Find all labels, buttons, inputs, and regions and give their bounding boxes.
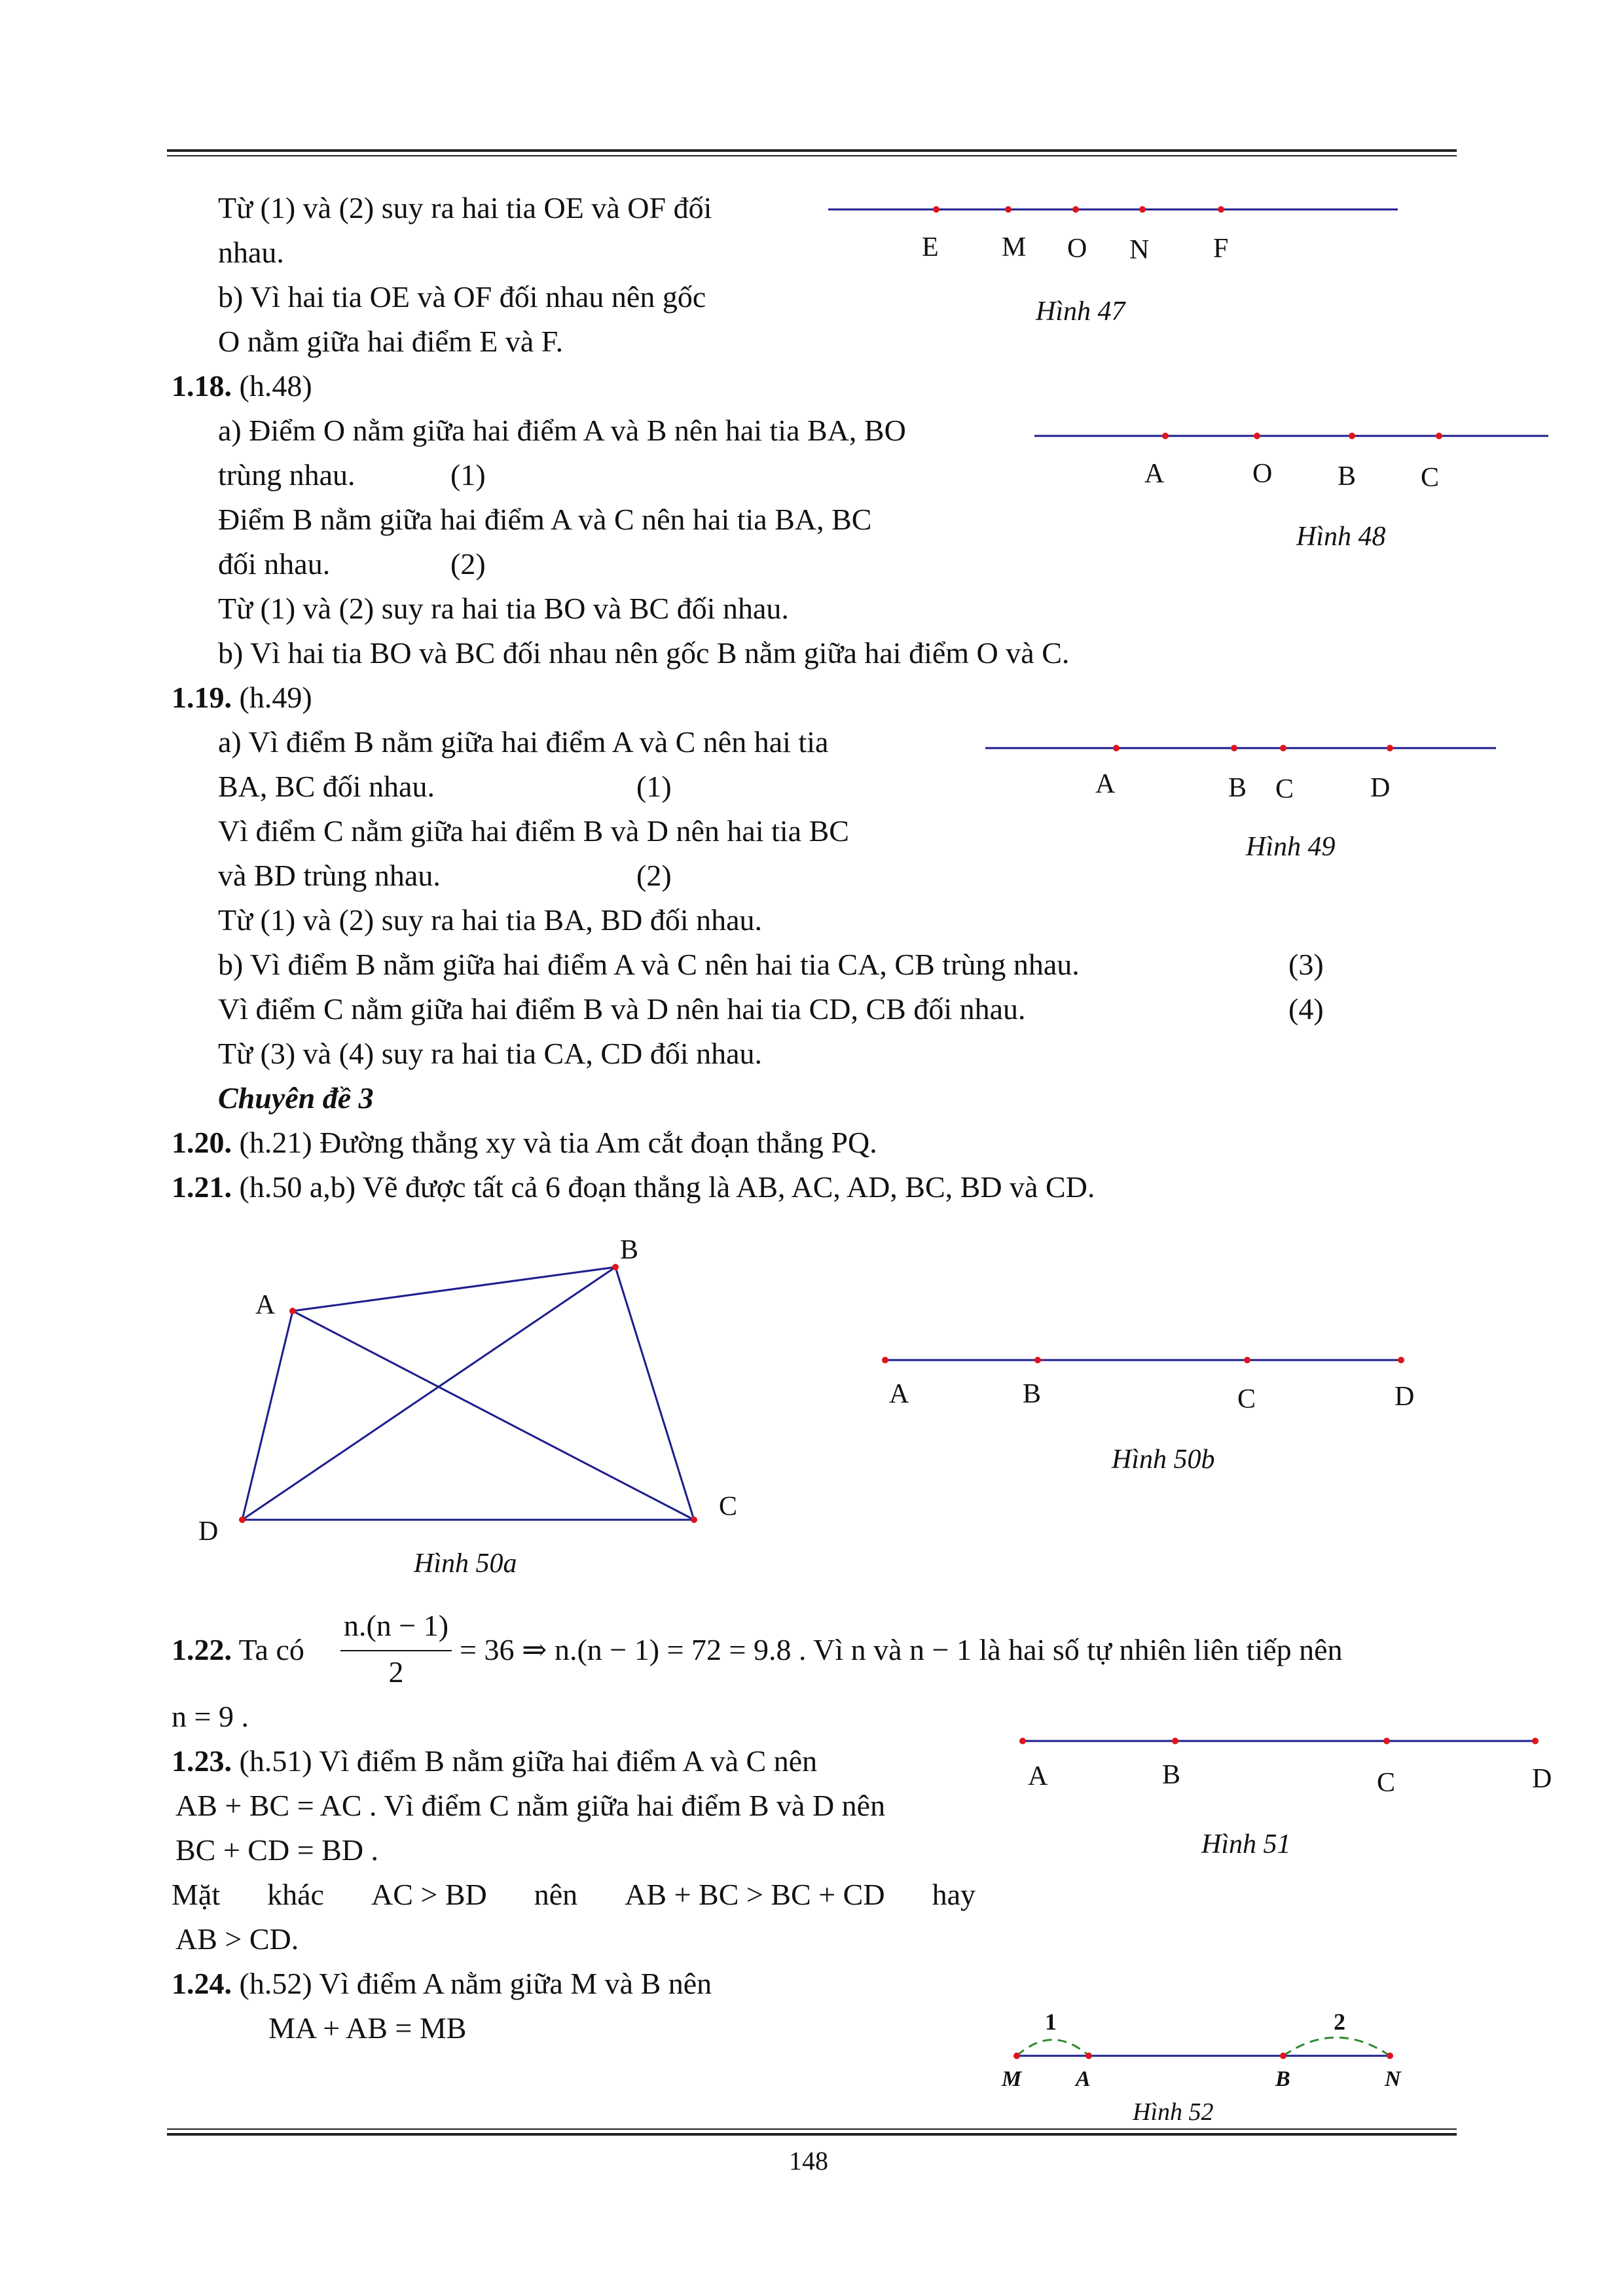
fig48-label-o: O <box>1252 459 1273 489</box>
text-line: Từ (1) và (2) suy ra hai tia BO và BC đối nhau. <box>218 592 789 625</box>
fig51-label-a: A <box>1028 1761 1048 1791</box>
exercise-1-22-equation: = 36 ⇒ n.(n − 1) = 72 = 9.8 . Vì n và n − 1 là hai số tự nhiên liên tiếp nên <box>460 1633 1343 1666</box>
fig50a-label-a: A <box>255 1290 276 1320</box>
word: AC > BD <box>371 1878 487 1911</box>
equation-marker: (3) <box>1288 948 1324 981</box>
exercise-text: (h.21) Đường thẳng xy và tia Am cắt đoạn thẳng PQ. <box>232 1126 877 1159</box>
fig51-label-b: B <box>1162 1760 1181 1790</box>
fig50b-caption: Hình 50b <box>1112 1444 1215 1475</box>
fig50a-label-d: D <box>198 1516 219 1547</box>
exercise-number: 1.21. <box>172 1170 232 1204</box>
fig52-arc-2 <box>1283 2037 1390 2056</box>
text-line: BC + CD = BD . <box>175 1833 379 1867</box>
fig47-caption: Hình 47 <box>1036 296 1125 327</box>
fig49-label-c: C <box>1275 774 1294 804</box>
fig50a-label-b: B <box>620 1235 639 1265</box>
section-heading: Chuyên đề 3 <box>218 1081 374 1115</box>
equation-marker: (2) <box>636 859 672 892</box>
text-line: b) Vì hai tia BO và BC đối nhau nên gốc B nằm giữa hai điểm O và C. <box>218 636 1070 670</box>
text-line: trùng nhau. <box>218 458 356 492</box>
fig48-caption: Hình 48 <box>1296 522 1386 552</box>
text-line: Vì điểm C nằm giữa hai điểm B và D nên hai tia BC <box>218 814 849 848</box>
text-line: và BD trùng nhau. <box>218 859 441 892</box>
fig50b-label-b: B <box>1023 1379 1042 1409</box>
fig51-caption: Hình 51 <box>1201 1829 1291 1859</box>
fig52-arc-label-2: 2 <box>1334 2009 1345 2035</box>
text-line: Từ (3) và (4) suy ra hai tia CA, CD đối nhau. <box>218 1037 763 1070</box>
text-line: BA, BC đối nhau. <box>218 770 435 803</box>
exercise-text: (h.52) Vì điểm A nằm giữa M và B nên <box>232 1967 712 2000</box>
fig50b-label-a: A <box>889 1379 909 1409</box>
fig48-label-a: A <box>1144 459 1165 489</box>
fig49-label-b: B <box>1228 773 1247 803</box>
fig52-arc-label-1: 1 <box>1045 2009 1057 2035</box>
page-number: 148 <box>789 2146 828 2176</box>
text-line: a) Điểm O nằm giữa hai điểm A và B nên hai tia BA, BO <box>218 414 906 447</box>
fig50a-label-c: C <box>719 1492 738 1522</box>
text-line: a) Vì điểm B nằm giữa hai điểm A và C nên hai tia <box>218 725 829 759</box>
word: Mặt <box>172 1878 221 1911</box>
fig52-label-b: B <box>1275 2067 1290 2091</box>
fig52-arc-1 <box>1017 2040 1089 2056</box>
fig51-label-c: C <box>1377 1768 1396 1798</box>
fig49-caption: Hình 49 <box>1246 832 1336 862</box>
word: nên <box>534 1878 578 1911</box>
exercise-number: 1.22. <box>172 1633 232 1666</box>
text-line: b) Vì điểm B nằm giữa hai điểm A và C nên hai tia CA, CB trùng nhau. <box>218 948 1080 981</box>
fig52-point-n <box>1387 2053 1393 2059</box>
exercise-text: Ta có <box>232 1633 304 1666</box>
fig52-point-b <box>1280 2053 1286 2059</box>
text-line: Vì điểm C nằm giữa hai điểm B và D nên hai tia CD, CB đối nhau. <box>218 992 1026 1026</box>
fig52-label-n: N <box>1385 2067 1401 2091</box>
equation-marker: (2) <box>450 547 486 581</box>
text-line: n = 9 . <box>172 1700 249 1733</box>
fig51-label-d: D <box>1532 1764 1552 1794</box>
text-line: O nằm giữa hai điểm E và F. <box>218 325 564 358</box>
fig49-label-a: A <box>1095 769 1116 799</box>
exercise-number: 1.18. <box>172 369 232 403</box>
fig48-label-c: C <box>1421 463 1440 493</box>
fraction-numerator: n.(n − 1) <box>343 1609 449 1642</box>
fig49-label-d: D <box>1370 773 1391 803</box>
text-line: nhau. <box>218 236 284 269</box>
fig50a-caption: Hình 50a <box>414 1549 517 1579</box>
text-line: Điểm B nằm giữa hai điểm A và C nên hai tia BA, BC <box>218 503 872 536</box>
fig52-point-a <box>1085 2053 1092 2059</box>
fig50b-label-c: C <box>1237 1384 1256 1414</box>
exercise-ref: (h.49) <box>232 681 312 714</box>
equation-marker: (4) <box>1288 992 1324 1026</box>
fig50b-label-d: D <box>1395 1382 1415 1412</box>
fig47-label-n: N <box>1129 235 1150 265</box>
fig52-caption: Hình 52 <box>1133 2098 1214 2126</box>
exercise-number: 1.20. <box>172 1126 232 1159</box>
exercise-number: 1.19. <box>172 681 232 714</box>
fig47-label-f: F <box>1213 234 1229 264</box>
equation-line: MA + AB = MB <box>268 2011 467 2045</box>
word: AB + BC > BC + CD <box>625 1878 885 1911</box>
exercise-ref: (h.48) <box>232 369 312 403</box>
fig47-label-o: O <box>1067 234 1087 264</box>
fig47-label-m: M <box>1002 232 1027 262</box>
text-line: Từ (1) và (2) suy ra hai tia BA, BD đối nhau. <box>218 903 763 937</box>
fig52-label-a: A <box>1076 2067 1091 2091</box>
exercise-text: (h.50 a,b) Vẽ được tất cả 6 đoạn thẳng là AB, AC, AD, BC, BD và CD. <box>232 1170 1095 1204</box>
text-line: b) Vì hai tia OE và OF đối nhau nên gốc <box>218 280 706 314</box>
fraction-denominator: 2 <box>388 1655 404 1689</box>
exercise-text: (h.51) Vì điểm B nằm giữa hai điểm A và C nên <box>232 1744 818 1778</box>
exercise-number: 1.23. <box>172 1744 232 1778</box>
text-line: Từ (1) và (2) suy ra hai tia OE và OF đối <box>218 191 712 224</box>
word: hay <box>932 1878 976 1911</box>
text-line: AB > CD. <box>175 1922 299 1956</box>
equation-marker: (1) <box>636 770 672 803</box>
fig52-label-m: M <box>1002 2067 1022 2091</box>
fig52-point-m <box>1013 2053 1020 2059</box>
fig47-label-e: E <box>922 232 939 262</box>
word: khác <box>267 1878 324 1911</box>
text-line: đối nhau. <box>218 547 331 581</box>
text-line: AB + BC = AC . Vì điểm C nằm giữa hai điểm B và D nên <box>175 1789 886 1822</box>
fig48-label-b: B <box>1338 461 1357 492</box>
equation-marker: (1) <box>450 458 486 492</box>
exercise-number: 1.24. <box>172 1967 232 2000</box>
